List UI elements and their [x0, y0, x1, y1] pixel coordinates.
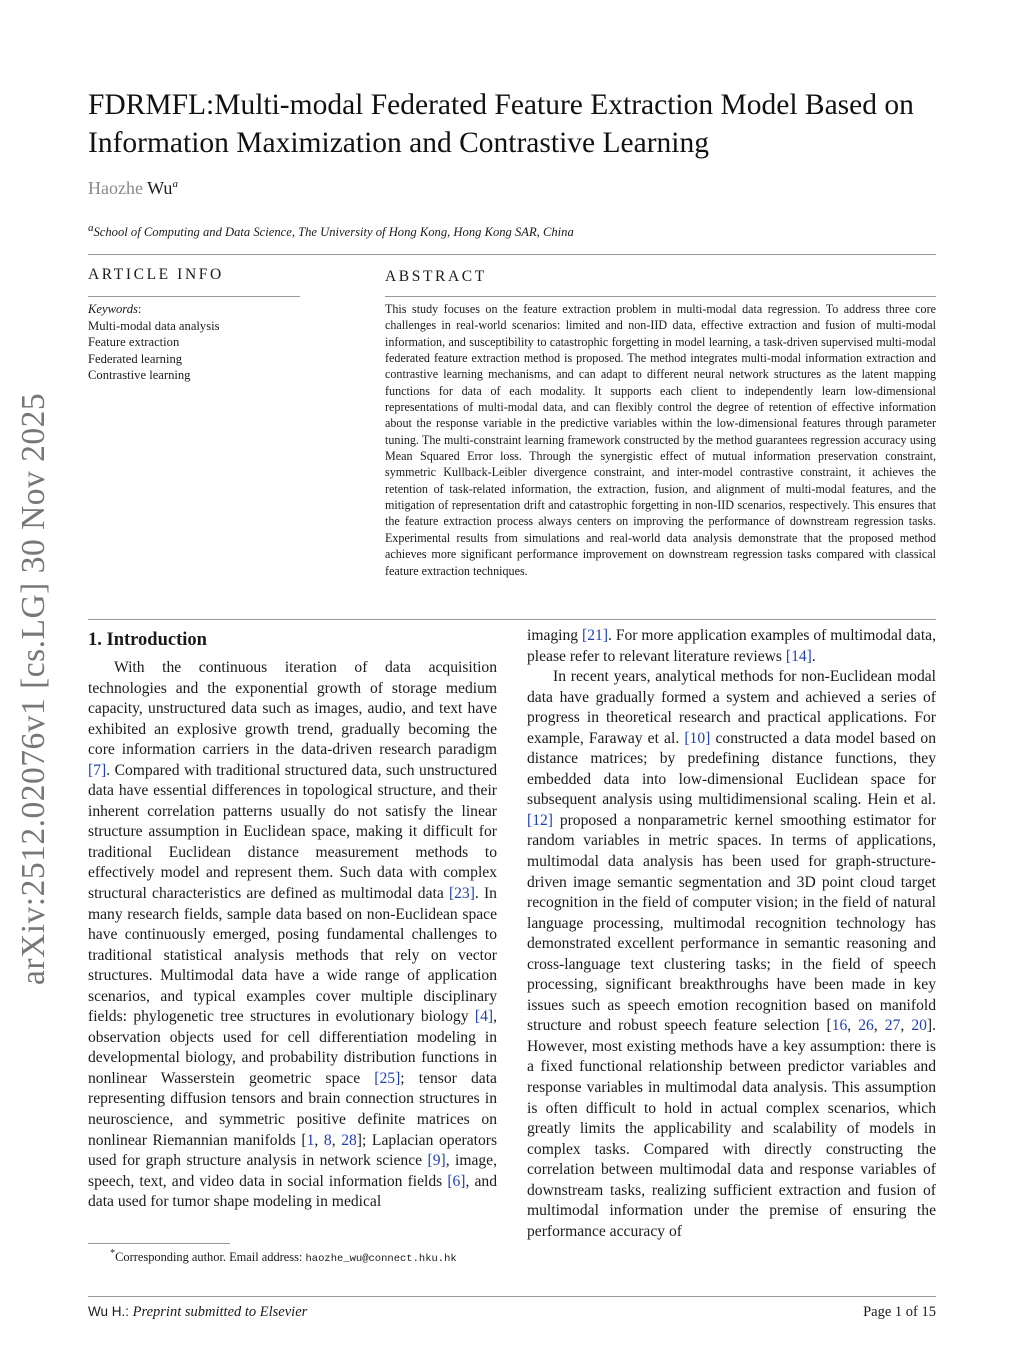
- citation-link[interactable]: [4]: [474, 1008, 494, 1026]
- citation-link[interactable]: [6]: [447, 1172, 466, 1190]
- footer-journal: Preprint submitted to Elsevier: [132, 1304, 308, 1320]
- citation-link[interactable]: [14]: [785, 647, 812, 665]
- right-column: [527, 626, 936, 1242]
- intro-paragraph-continued: imaging [21]. For more application examples of multimodal data, please refer to relevant literature reviews [14].: [527, 627, 936, 665]
- paper-title: [88, 86, 948, 162]
- page-number: Page 1 of 15: [863, 1304, 936, 1320]
- keyword-item: Federated learning: [88, 351, 183, 366]
- abstract-bottom-divider: [88, 619, 936, 620]
- footer-author: Wu H.:: [88, 1304, 130, 1319]
- article-info-heading: ARTICLE INFO: [88, 266, 224, 283]
- citation-link[interactable]: 28: [341, 1131, 357, 1149]
- intro-paragraph: In recent years, analytical methods for non-Euclidean modal data have gradually formed a system and achieved a series of progress in theoretical research and practical applications. For example, Faraway et al. [10] constructed a data model based on distance matrices; by predefining distance functions, they embedded data into low-dimensional Euclidean space for subsequent analysis using multidimensional scaling. Hein et al. [12] proposed a nonparametric kernel smoothing estimator for random variables in metric spaces. In terms of applications, multimodal data analysis has been used for graph-structure-driven image semantic segmentation and 3D point cloud target recognition in the field of computer vision; in the field of natural language processing, multimodal recognition technology has demonstrated excellent performance in semantic reasoning and cross-language text clustering tasks; in the field of speech processing, significant breakthroughs have been made in key issues such as speech emotion recognition based on manifold structure and robust speech feature selection [16, 26, 27, 20]. However, most existing methods have a key assumption: there is a fixed functional relationship between predictor variables and response variables in multimodal data analysis. This assumption is often difficult to hold in actual complex scenarios, which greatly limits the applicability and scalability of models in complex tasks. Compared with directly constructing the correlation between multimodal data and response variables of downstream tasks, realizing sufficient extraction and fusion of multimodal information under the premise of ensuring the performance accuracy of: [527, 668, 937, 1240]
- affiliation: [88, 222, 574, 240]
- abstract-text: This study focuses on the feature extraction problem in multi-modal data regression. To address three core challenges in real-world scenarios: limited and non-IID data, effective extraction and fusion of multi-modal information, and susceptibility to catastrophic forgetting in model learning, a task-driven supervised multi-modal federated feature extraction method is proposed. The method integrates multi-modal information extraction and contrastive learning mechanisms, and can adapt to different neural network structures as the latent mapping functions for data of each modality. It supports each client to independently learn low-dimensional representations of multi-modal data, and can flexibly control the degree of retention of effective information about the response variable in the predictive variables within the low-dimensional features through parameter tuning. The multi-constraint learning framework constructed by the method guarantees regression accuracy using Mean Squared Error loss. Through the synergistic effect of mutual information preservation constraint, symmetric Kullback-Leibler divergence constraint, and inter-model contrastive constraint, it achieves the retention of task-related information, the extraction, fusion, and alignment of multi-modal features, and the mitigation of representation drift and catastrophic forgetting in non-IID scenarios, respectively. This ensures that the feature extraction process always centers on improving the performance of downstream regression tasks. Experimental results from simulations and real-world data analysis demonstrate that the proposed method achieves more significant performance improvement on downstream regression tasks compared with classical feature extraction techniques.: [385, 302, 936, 578]
- citation-link[interactable]: [12]: [527, 811, 553, 829]
- author-email[interactable]: haozhe_wu@connect.hku.hk: [305, 1253, 457, 1266]
- keyword-item: Contrastive learning: [88, 368, 191, 383]
- section-heading-introduction: 1. Introduction: [88, 630, 207, 650]
- keywords-label: Keywords: [88, 302, 138, 316]
- title-line-2: Information Maximization and Contrastive Learning: [88, 127, 709, 159]
- affiliation-marker: a: [88, 222, 94, 234]
- citation-link[interactable]: [7]: [88, 761, 107, 779]
- abstract-underline: [385, 296, 936, 297]
- footer-left: [88, 1304, 307, 1321]
- citation-link[interactable]: 27: [884, 1017, 901, 1035]
- footer-divider: [88, 1296, 936, 1297]
- keyword-item: Multi-modal data analysis: [88, 318, 220, 333]
- citation-link[interactable]: 8: [323, 1131, 332, 1149]
- footnote-text: Corresponding author. Email address:: [115, 1250, 306, 1265]
- author-family-name: Wu: [147, 178, 173, 198]
- author-line: [88, 178, 178, 199]
- author-affiliation-marker: a: [172, 178, 178, 190]
- article-info-underline: [88, 296, 300, 297]
- footnote-marker: *: [110, 1248, 116, 1259]
- citation-link[interactable]: [10]: [684, 729, 711, 747]
- citation-link[interactable]: [25]: [374, 1069, 401, 1087]
- author-given-name: Haozhe: [88, 178, 143, 198]
- citation-link[interactable]: [23]: [448, 885, 475, 903]
- footnote-divider: [88, 1243, 230, 1244]
- left-column: [88, 658, 497, 1213]
- citation-link[interactable]: [9]: [427, 1152, 446, 1170]
- citation-link[interactable]: 1: [306, 1131, 315, 1149]
- title-line-1: FDRMFL:Multi-modal Federated Feature Extraction Model Based on: [88, 89, 914, 121]
- citation-link[interactable]: [21]: [582, 627, 609, 644]
- abstract-heading: ABSTRACT: [385, 268, 487, 285]
- citation-link[interactable]: 16: [831, 1017, 848, 1035]
- citation-link[interactable]: 26: [858, 1017, 874, 1035]
- keywords-block: Keywords: Multi-modal data analysis Feature extraction Federated learning Contrastive learning: [88, 301, 298, 384]
- arxiv-identifier-stamp: arXiv:2512.02076v1 [cs.LG] 30 Nov 2025: [15, 392, 52, 985]
- footnote: [110, 1248, 457, 1265]
- header-divider: [88, 254, 936, 255]
- citation-link[interactable]: 20: [911, 1017, 927, 1035]
- affiliation-text: School of Computing and Data Science, The University of Hong Kong, Hong Kong SAR, China: [93, 225, 574, 240]
- keyword-item: Feature extraction: [88, 335, 180, 350]
- intro-paragraph: With the continuous iteration of data acquisition technologies and the exponential growth of storage medium capacity, unstructured data such as images, audio, and text have exhibited an explosive growth trend, gradually becoming the core information carriers in the data-driven research paradigm [7]. Compared with traditional structured data, such unstructured data have essential differences in topological structure, and their inherent correlation patterns usually do not satisfy the linear structure assumption in Euclidean space, making it difficult for traditional Euclidean distance measurement methods to effectively model and represent them. Such data with complex structural characteristics are defined as multimodal data [23]. In many research fields, sample data based on non-Euclidean space have continuously emerged, posing fundamental challenges to traditional statistical analysis methods that rely on vector structures. Multimodal data have a wide range of application scenarios, and typical examples cover multiple disciplinary fields: phylogenetic tree structures in evolutionary biology [4], observation objects used for cell differentiation modeling in developmental biology, and probability distribution functions in nonlinear Wasserstein geometric space [25]; tensor data representing diffusion tensors and brain connection structures in neuroscience, and symmetric positive definite matrices on nonlinear Riemannian manifolds [1, 8, 28]; Laplacian operators used for graph structure analysis in network science [9], image, speech, text, and video data in social information fields [6], and data used for tumor shape modeling in medical: [88, 659, 498, 1211]
